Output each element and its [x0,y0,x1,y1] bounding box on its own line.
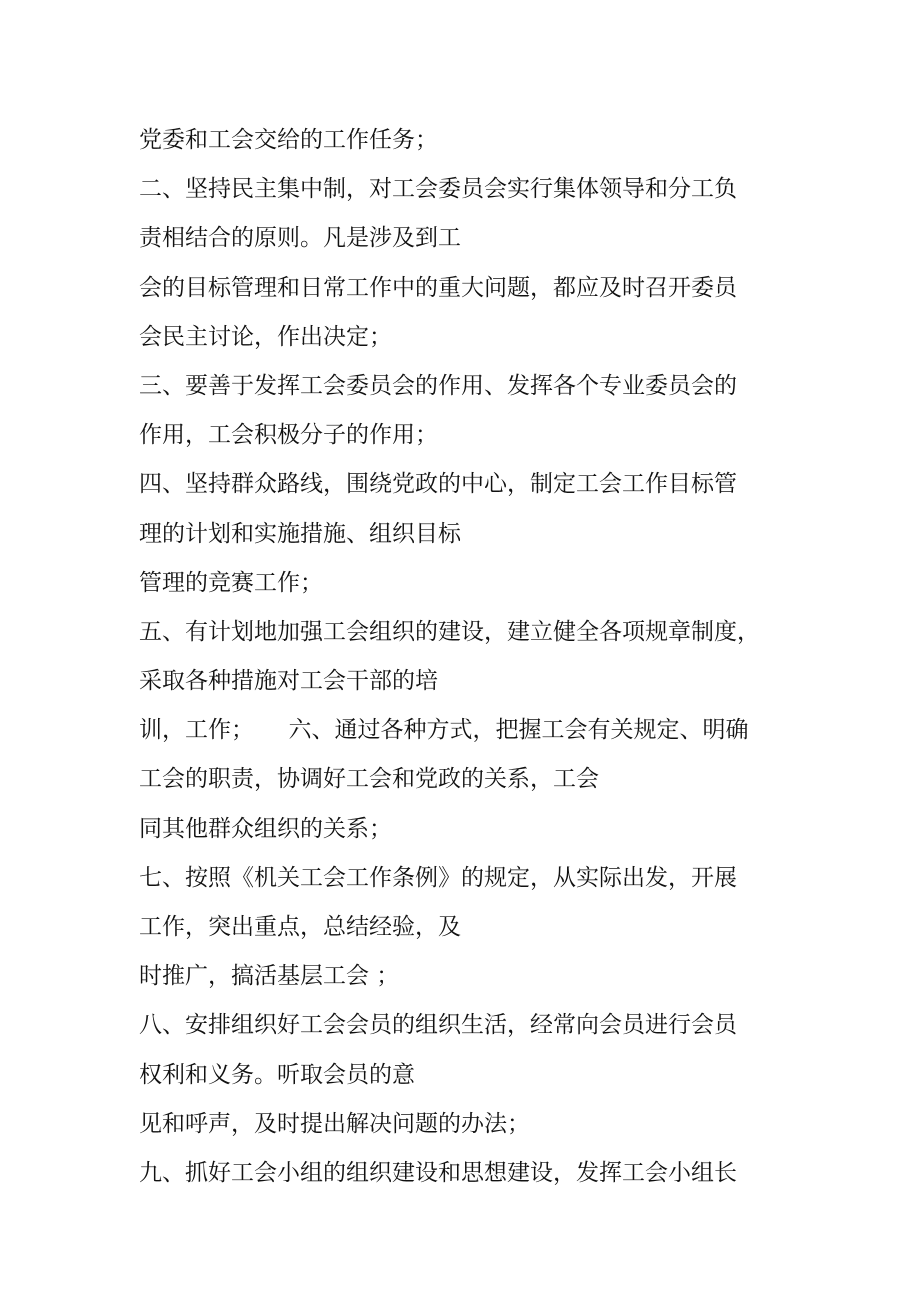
text-line: 会民主讨论，作出决定； [139,323,392,350]
text-line: 作用，工会积极分子的作用； [139,422,438,449]
document-body [139,116,789,1198]
text-line: 见和呼声，及时提出解决问题的办法； [139,1110,530,1137]
text-line: 理的计划和实施措施、组织目标 [139,520,461,547]
text-line: 七、按照《机关工会工作条例》的规定，从实际出发，开展 [139,864,737,891]
text-line: 管理的竞赛工作； [139,569,323,596]
text-line: 工作，突出重点，总结经验，及 [139,914,461,940]
text-line: 工会的职责，协调好工会和党政的关系，工会 [139,766,599,793]
text-line: 二、坚持民主集中制，对工会委员会实行集体领导和分工负 [139,176,737,203]
text-line: 权利和义务。听取会员的意 [139,1061,415,1088]
text-line: 八、安排组织好工会会员的组织生活，经常向会员进行会员 [139,1012,737,1039]
text-line: 会的目标管理和日常工作中的重大问题，都应及时召开委员 [139,274,737,301]
text-line: 党委和工会交给的工作任务； [139,127,438,153]
text-line: 同其他群众组织的关系； [139,815,392,842]
text-line: 责相结合的原则。凡是涉及到工 [139,225,461,252]
text-line: 四、坚持群众路线，围绕党政的中心，制定工会工作目标管 [139,471,737,498]
text-line: 时推广，搞活基层工会 ； [139,963,400,990]
text-line: 训，工作； 六、通过各种方式，把握工会有关规定、明确 [139,717,749,744]
text-line: 三、要善于发挥工会委员会的作用、发挥各个专业委员会的 [139,372,737,399]
text-line: 九、抓好工会小组的组织建设和思想建设，发挥工会小组长 [139,1159,737,1186]
text-line: 采取各种措施对工会干部的培 [139,668,438,695]
text-line: 五、有计划地加强工会组织的建设，建立健全各项规章制度， [139,618,760,645]
